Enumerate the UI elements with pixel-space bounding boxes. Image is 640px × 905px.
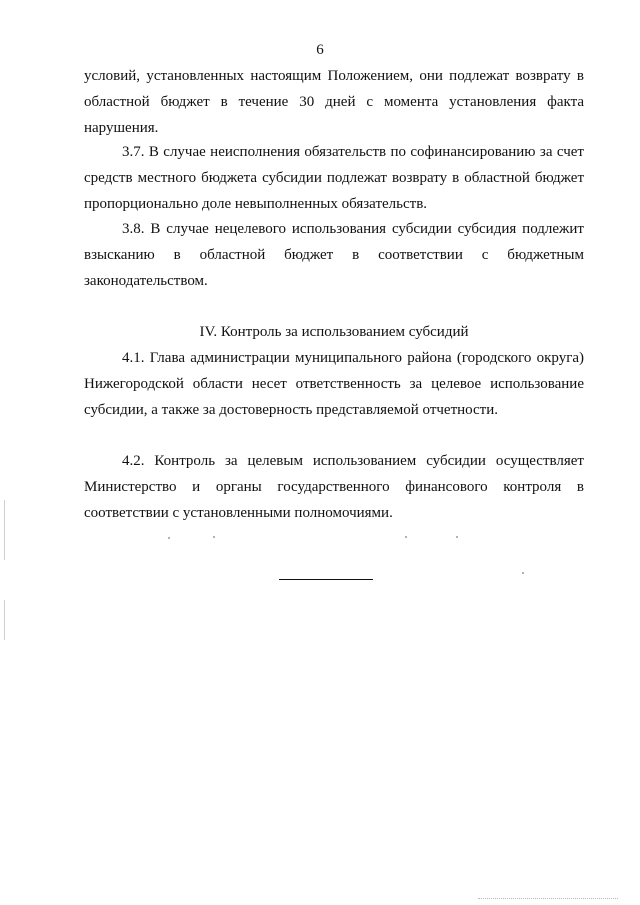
scan-speck [456,536,458,538]
scan-speck [213,536,215,538]
scan-speck [405,536,407,538]
end-of-text-rule [279,579,373,580]
section-heading: IV. Контроль за использованием субсидий [199,324,469,340]
paragraph-4-1: 4.1. Глава администрации муниципального района (городского округа) Нижегородской области несет ответственность за целевое использование субсидии, а также за достоверность представляемой отчетности. [84,350,584,418]
scan-edge-mark [4,600,5,640]
paragraph-continuation: условий, установленных настоящим Положением, они подлежат возврату в областной бюджет в течение 30 дней с момента установления факта нарушения. [84,68,584,136]
paragraph-3-8: 3.8. В случае нецелевого использования субсидии субсидия подлежит взысканию в областной бюджет в соответствии с бюджетным законодательством. [84,221,584,289]
scan-edge-mark [4,500,5,560]
page-number: 6 [316,42,324,58]
scan-speck [168,537,170,539]
scan-bottom-dots [478,898,618,899]
scan-speck [522,572,524,574]
paragraph-3-7: 3.7. В случае неисполнения обязательств по софинансированию за счет средств местного бюджета субсидии подлежат возврату в областной бюджет пропорционально доле невыполненных обязательств. [84,144,584,212]
paragraph-4-2: 4.2. Контроль за целевым использованием субсидии осуществляет Министерство и органы государственного финансового контроля в соответствии с установленными полномочиями. [84,453,584,521]
